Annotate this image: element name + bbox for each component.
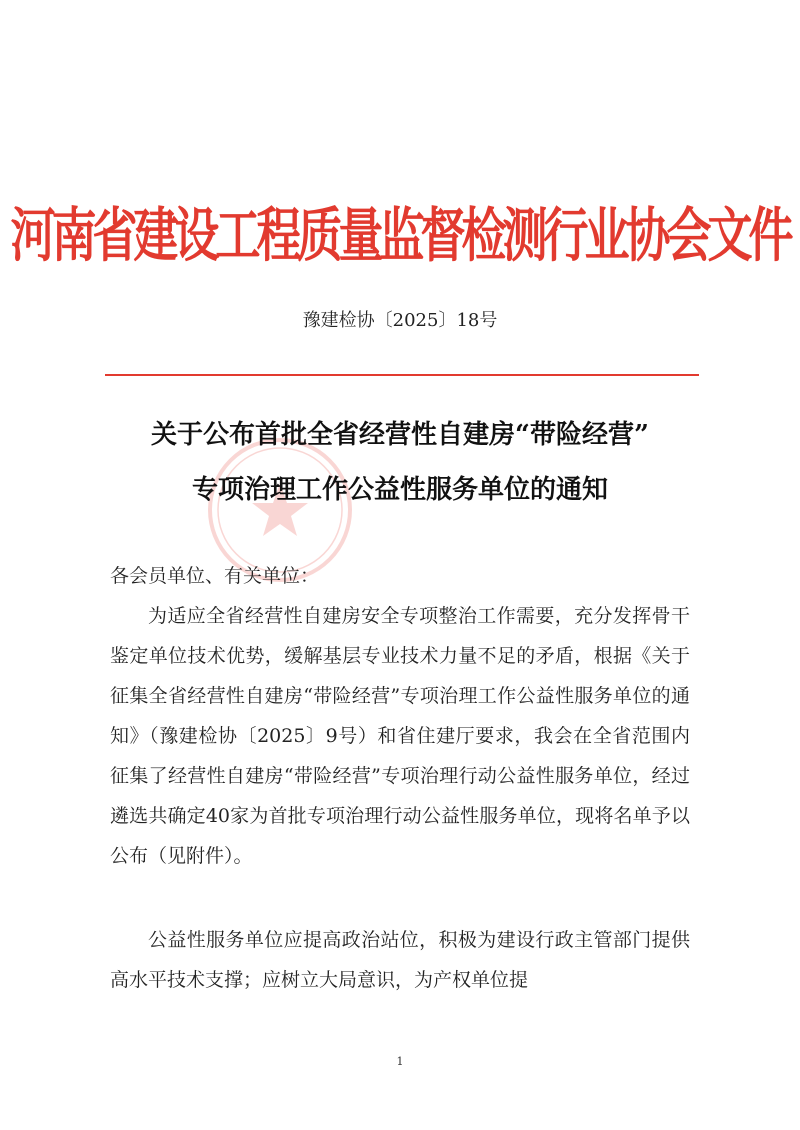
page-number: 1 bbox=[396, 1055, 404, 1068]
masthead-title: 河南省建设工程质量监督检测行业协会文件 bbox=[10, 200, 790, 270]
document-number: 豫建检协〔2025〕18号 bbox=[302, 310, 498, 331]
notice-title-line-1: 关于公布首批全省经营性自建房“带险经营” bbox=[151, 420, 649, 450]
body-paragraph-1: 为适应全省经营性自建房安全专项整治工作需要，充分发挥骨干鉴定单位技术优势，缓解基层专业技术力量不足的矛盾，根据《关于征集全省经营性自建房“带险经营”专项治理工作公益性服务单位的通知》（豫建检协〔2025〕9号）和省住建厅要求，我会在全省范围内征集了经营性自建房“带险经营”专项治理行动公益性服务单位，经过遴选共确定40家为首批专项治理行动公益性服务单位，现将名单予以公布（见附件）。 bbox=[110, 605, 690, 867]
red-divider-line bbox=[105, 374, 699, 376]
salutation: 各会员单位、有关单位： bbox=[110, 565, 320, 587]
notice-title-line-2: 专项治理工作公益性服务单位的通知 bbox=[191, 475, 608, 505]
body-paragraph-2: 公益性服务单位应提高政治站位，积极为建设行政主管部门提供高水平技术支撑；应树立大局意识，为产权单位提 bbox=[110, 929, 690, 991]
